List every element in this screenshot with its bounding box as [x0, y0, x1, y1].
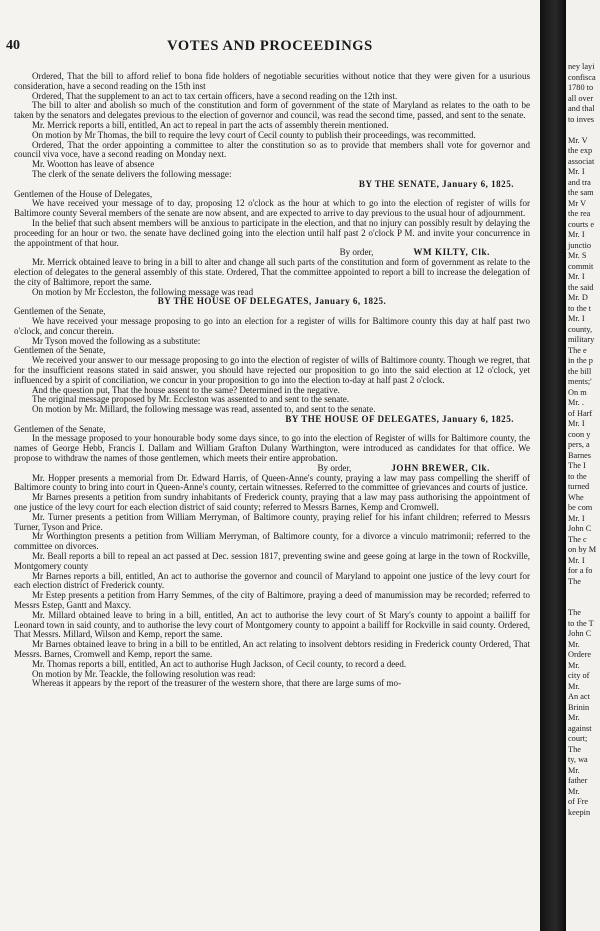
paragraph: Mr. Turner presents a petition from William Merryman, of Baltimore county, praying relief for his infant children; referred to Messrs Turner, Tyson and Price.: [14, 511, 530, 532]
paragraph: Mr. Thomas reports a bill, entitled, An act to authorise Hugh Jackson, of Cecil county, to record a deed.: [32, 658, 407, 669]
adjacent-page-fragment: to inves: [568, 114, 595, 124]
paragraph-group: [14, 474, 530, 690]
adjacent-page-fragment: father: [568, 776, 588, 785]
adjacent-page-fragment: [566, 125, 600, 136]
adjacent-page-fragment: Mr.: [568, 639, 580, 649]
adjacent-page-fragment: against: [568, 723, 592, 733]
message-heading: BY THE SENATE, January 6, 1825.: [358, 178, 514, 189]
paragraph: The clerk of the senate delivers the following message:: [32, 168, 232, 179]
paragraph: Mr Barnes obtained leave to bring in a bill to be entitled, An act relating to insolvent debtors residing in Frederick county Ordered, That Messrs. Barnes, Cromwell and Kemp, report the same.: [14, 639, 530, 660]
adjacent-page-fragment: confisca: [568, 72, 596, 82]
paragraph: Whereas it appears by the report of the treasurer of the western shore, that there are large sums of mo-: [32, 678, 402, 689]
adjacent-page-fragment: be com: [568, 503, 593, 512]
adjacent-page-fragment: Mr.: [568, 681, 580, 691]
paragraph: Gentlemen of the Senate,: [14, 345, 106, 356]
adjacent-page-fragment: Barnes: [568, 450, 592, 460]
adjacent-page-fragment: Mr. .: [568, 398, 584, 407]
paragraph: Mr. Wootton has leave of absence: [32, 159, 155, 170]
message-salutation: Gentlemen of the Senate,: [14, 306, 106, 317]
adjacent-page-fragment: Mr. I: [568, 419, 585, 428]
paragraph: We have received your message proposing to go into an election for a register of wills for Baltimore county this day at half past two o'clock, and concur therein.: [14, 315, 530, 336]
signature-name: WM KILTY, Clk.: [413, 247, 490, 258]
paragraph: In the belief that such absent members will be anxious to participate in the election, and that no injury can possibly result by delaying the proceeding for an hour or two. the senate have declined going into the election until half past 2 o'clock P M. and invite your concurrence in the appointment of that hour.: [14, 217, 530, 248]
adjacent-page-fragment: the bill: [568, 366, 592, 376]
adjacent-page-fragment: Mr. I: [568, 314, 585, 323]
adjacent-page-fragment: for a fo: [568, 566, 593, 575]
paragraph-group: [14, 337, 530, 415]
paragraph: Mr Estep presents a petition from Harry Semmes, of the city of Baltimore, praying a deed of manumission may be recorded; referred to Messrs Estep, Gantt and Maxcy.: [14, 590, 530, 611]
paragraph: On motion by Mr. Millard, the following message was read, assented to, and sent to the senate.: [32, 404, 376, 415]
adjacent-page-fragment: The c: [568, 534, 587, 544]
adjacent-page-fragment: The: [568, 744, 581, 754]
adjacent-page-fragment: coon y: [568, 429, 591, 439]
message-salutation: Gentlemen of the Senate,: [14, 423, 106, 434]
adjacent-page-fragment: The: [568, 608, 581, 617]
adjacent-page-fragment: Brinin: [568, 702, 590, 712]
paragraph: On motion by Mr Thomas, the bill to require the levy court of Cecil county to publish their proceedings, was recommitted.: [32, 129, 476, 140]
signature-name: JOHN BREWER, Clk.: [391, 462, 490, 473]
adjacent-page-fragment: turned: [568, 482, 590, 491]
message-body: [14, 199, 530, 248]
adjacent-page-fragment: in the p: [568, 356, 593, 365]
adjacent-page-fragment: court;: [568, 734, 588, 743]
adjacent-page-fragment: military: [568, 335, 595, 344]
adjacent-page-fragment: the sam: [568, 188, 594, 197]
adjacent-page-fragment: [566, 587, 600, 598]
adjacent-page-fragment: all over: [568, 93, 594, 103]
message-body: [14, 434, 530, 463]
adjacent-page-fragment: ney layi: [568, 62, 595, 71]
adjacent-page-fragment: Mr.: [568, 765, 580, 775]
adjacent-page-fragment: Mr. I: [568, 272, 585, 281]
adjacent-page-fragment: Mr.: [568, 660, 580, 670]
paragraph: Mr. Millard obtained leave to bring in a bill, entitled, An act to authorise the levy court of St Mary's county to appoint a bailiff for Leonard town in said county, and to authorise the levy court of Montgomery county to appoint a bailiff for Rockville in said county. Ordered, That Messrs. Millard, Wilson and Kemp, report the same.: [14, 609, 530, 640]
adjacent-page-fragment: Whe: [568, 492, 584, 502]
adjacent-page-fragment: and thal: [568, 104, 595, 113]
adjacent-page-fragment: Mr. I: [568, 230, 585, 239]
adjacent-page-fragment: Mr. I: [568, 513, 585, 523]
paragraph: On motion by Mr Eccleston, the following message was read: [32, 286, 254, 297]
adjacent-page-fragment: ty, wa: [568, 755, 588, 764]
adjacent-page-fragment: Mr. S: [568, 251, 587, 260]
adjacent-page-fragment: of Harf: [568, 408, 593, 418]
message-heading: BY THE HOUSE OF DELEGATES, January 6, 1825.: [285, 413, 514, 424]
book-gutter: [540, 0, 566, 931]
adjacent-page-fragment: Mr.: [568, 713, 580, 722]
adjacent-page-fragment: pers, a: [568, 440, 590, 449]
paragraph: Mr. Hopper presents a memorial from Dr. Edward Harris, of Queen-Anne's county, praying a law may pass compelling the sheriff of Baltimore county to bring into court in Queen-Anne's county, certain witnesses. Referred to the committee of grievances and courts of justice.: [14, 472, 530, 493]
adjacent-page-edge: [566, 0, 600, 931]
message-body: [14, 317, 530, 337]
paragraph: Mr Barnes reports a bill, entitled, An act to authorise the governor and council of Maryland to appoint one justice of the levy court for each election district of Frederick county.: [14, 570, 530, 591]
adjacent-page-fragment: The: [568, 576, 581, 586]
paragraph: On motion by Mr. Teackle, the following resolution was read:: [32, 668, 256, 679]
adjacent-page-fragment: the rea: [568, 209, 591, 218]
adjacent-page-fragment: ments;': [568, 377, 592, 386]
adjacent-page-fragment: Mr. V: [568, 135, 588, 145]
paragraph: We have received your message of to day, proposing 12 o'clock as the hour at which to go into the election of register of wills for Baltimore county Several members of the senate are now absent, and are expected to arrive to day previous to the usual hour of adjournment.: [14, 198, 530, 219]
adjacent-page-fragment: on by M: [568, 545, 597, 554]
paragraph: Ordered, That the supplement to an act to tax certain officers, have a second reading on the 12th inst.: [32, 90, 398, 101]
paragraph: Mr Tyson moved the following as a substitute:: [32, 335, 201, 346]
paragraph: The bill to alter and abolish so much of the constitution and form of government of the state of Maryland as relates to the oath to be taken by the senators and delegates previous to the election of governor and council, was read the second time, passed, and sent to the senate.: [14, 100, 530, 121]
adjacent-page-fragment: county,: [568, 324, 593, 334]
adjacent-page-fragment: associat: [568, 156, 595, 166]
adjacent-page-fragment: An act: [568, 692, 590, 701]
adjacent-page-fragment: Ordere: [568, 650, 592, 659]
adjacent-page-fragment: On m: [568, 387, 587, 397]
adjacent-page-fragment: to the: [568, 471, 587, 481]
adjacent-page-fragment: John C: [568, 524, 592, 533]
adjacent-page-fragments: [566, 0, 600, 818]
adjacent-page-fragment: keepin: [568, 807, 591, 817]
adjacent-page-fragment: junctio: [568, 240, 592, 250]
paragraph: The original message proposed by Mr. Eccleston was assented to and sent to the senate.: [32, 394, 350, 405]
paragraph: Ordered, That the order appointing a committee to alter the constitution so as to provide that members shall vote for governor and council viva voce, have a second reading on Monday next.: [14, 139, 530, 160]
adjacent-page-fragment: Mr V: [568, 198, 587, 208]
adjacent-page-fragment: The e: [568, 345, 587, 355]
page-number: 40: [6, 38, 20, 53]
body-text: [14, 72, 530, 689]
adjacent-page-fragment: and tra: [568, 177, 591, 187]
adjacent-page-fragment: Mr.: [568, 786, 580, 796]
page-header: [6, 38, 534, 56]
adjacent-page-fragment: Mr. I: [568, 167, 585, 176]
paragraph: We received your answer to our message proposing to go into the election of register of wills of Baltimore county. Though we regret, that for the insufficient reasons stated in said answer, you should have rejected our proposition to go into the said election at 12 o'clock, yet influenced by a spirit of conciliation, we concur in your proposition to go into the election to-day at half past 2 o'clock.: [14, 355, 530, 385]
paragraph: Mr. Merrick obtained leave to bring in a bill to alter and change all such parts of the constitution and form of government as relate to the election of delegates to the general assembly of this state. Ordered, That the committee appointed to report a bill to increase the delegation of the city of Baltimore, report the same.: [14, 257, 530, 287]
paragraph: Mr. Merrick reports a bill, entitled, An act to repeal in part the acts of assembly therein mentioned.: [32, 119, 389, 130]
paragraph: Mr Worthington presents a petition from William Merryman, of Baltimore county, for a divorce a vinculo matrimonii; referred to the committee on divorces.: [14, 531, 530, 552]
adjacent-page-fragment: The I: [568, 461, 586, 470]
adjacent-page-fragment: Mr. I: [568, 555, 585, 565]
paragraph: Mr Barnes presents a petition from sundry inhabitants of Frederick county, praying that a law may pass authorising the appointment of one justice of the levy court for each election district of said county; referred to Messrs Barnes, Kemp and Cromwell.: [14, 492, 530, 513]
adjacent-page-fragment: courts e: [568, 219, 595, 229]
adjacent-page-fragment: [566, 598, 600, 609]
paragraph: Ordered, That the bill to afford relief to bona fide holders of negotiable securities without notice that they were given for a usurious consideration, have a second reading on the 15th inst: [14, 71, 530, 91]
order-line: By order,: [339, 247, 374, 258]
adjacent-page-fragment: of Fre: [568, 797, 589, 806]
paragraph: In the message proposed to your honourable body some days since, to go into the election of Register of wills for Baltimore county, the names of George Hebb, Francis I. Dallam and William Grafton Dulany Warthington, were introduced as candidates for that office. We propose to withdraw the names of those gentlemen, which meets their entire approbation.: [14, 433, 530, 464]
adjacent-page-fragment: to the t: [568, 303, 592, 313]
adjacent-page-fragment: the exp: [568, 146, 593, 155]
adjacent-page-fragment: commit: [568, 261, 594, 271]
order-line: By order,: [317, 462, 352, 473]
adjacent-page-fragment: city of: [568, 671, 590, 680]
paragraph: And the question put, That the house assent to the same? Determined in the negative.: [32, 384, 340, 395]
adjacent-page-fragment: to the T: [568, 618, 594, 628]
paragraph-group: [14, 72, 530, 180]
message-heading: BY THE HOUSE OF DELEGATES, January 6, 1825.: [157, 296, 387, 307]
message-salutation: Gentlemen of the House of Delegates,: [14, 188, 153, 199]
adjacent-page-fragment: the said: [568, 282, 594, 292]
adjacent-page-fragment: 1780 to: [568, 83, 594, 92]
adjacent-page-fragment: Mr. D: [568, 293, 588, 302]
paragraph: Mr. Beall reports a bill to repeal an act passed at Dec. session 1817, preventing swine and geese going at large in the town of Rockville, Montgomery county: [14, 551, 530, 571]
running-head: VOTES AND PROCEEDINGS: [167, 38, 373, 54]
adjacent-page-fragment: John C: [568, 629, 592, 638]
paragraph-group: [14, 258, 530, 297]
